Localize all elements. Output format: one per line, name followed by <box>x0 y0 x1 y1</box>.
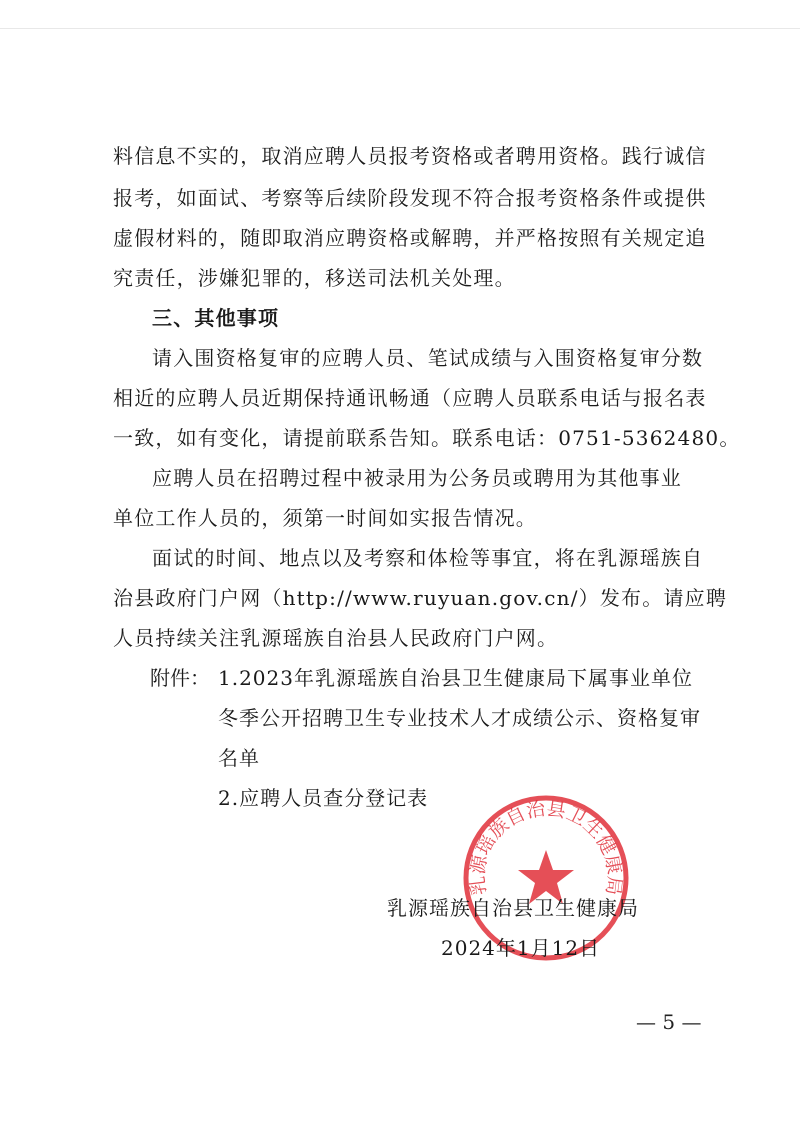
body-line: 相近的应聘人员近期保持通讯畅通（应聘人员联系电话与报名表 <box>113 386 707 410</box>
body-line: 料信息不实的，取消应聘人员报考资格或者聘用资格。践行诚信 <box>113 144 707 168</box>
attachment-line: 2.应聘人员查分登记表 <box>218 786 429 810</box>
attachment-line: 1.2023年乳源瑶族自治县卫生健康局下属事业单位 <box>218 666 693 690</box>
attachment-line: 冬季公开招聘卫生专业技术人才成绩公示、资格复审 <box>218 706 701 730</box>
body-line: 请入围资格复审的应聘人员、笔试成绩与入围资格复审分数 <box>152 346 704 370</box>
body-line: 应聘人员在招聘过程中被录用为公务员或聘用为其他事业 <box>152 466 682 490</box>
body-line: 面试的时间、地点以及考察和体检等事宜，将在乳源瑶族自 <box>152 546 704 570</box>
body-line: 人员持续关注乳源瑶族自治县人民政府门户网。 <box>113 626 559 650</box>
section-heading: 三、其他事项 <box>152 306 280 330</box>
attachment-label: 附件： <box>150 666 210 690</box>
body-line: 治县政府门户网（http://www.ruyuan.gov.cn/）发布。请应聘 <box>113 586 728 610</box>
page-top-edge <box>0 28 800 29</box>
body-line: 究责任，涉嫌犯罪的，移送司法机关处理。 <box>113 266 516 290</box>
body-line: 报考，如面试、考察等后续阶段发现不符合报考资格条件或提供 <box>113 186 707 210</box>
signature-date: 2024年1月12日 <box>441 936 601 960</box>
body-line: 一致，如有变化，请提前联系告知。联系电话：0751-5362480。 <box>113 426 741 450</box>
body-line: 单位工作人员的，须第一时间如实报告情况。 <box>113 506 537 530</box>
attachment-line: 名单 <box>218 746 260 770</box>
seal-text: 乳源瑶族自治县卫生健康局 <box>466 797 626 897</box>
signature-org: 乳源瑶族自治县卫生健康局 <box>387 896 639 920</box>
body-line: 虚假材料的，随即取消应聘资格或解聘，并严格按照有关规定追 <box>113 226 707 250</box>
page-number: — 5 — <box>636 1010 702 1034</box>
